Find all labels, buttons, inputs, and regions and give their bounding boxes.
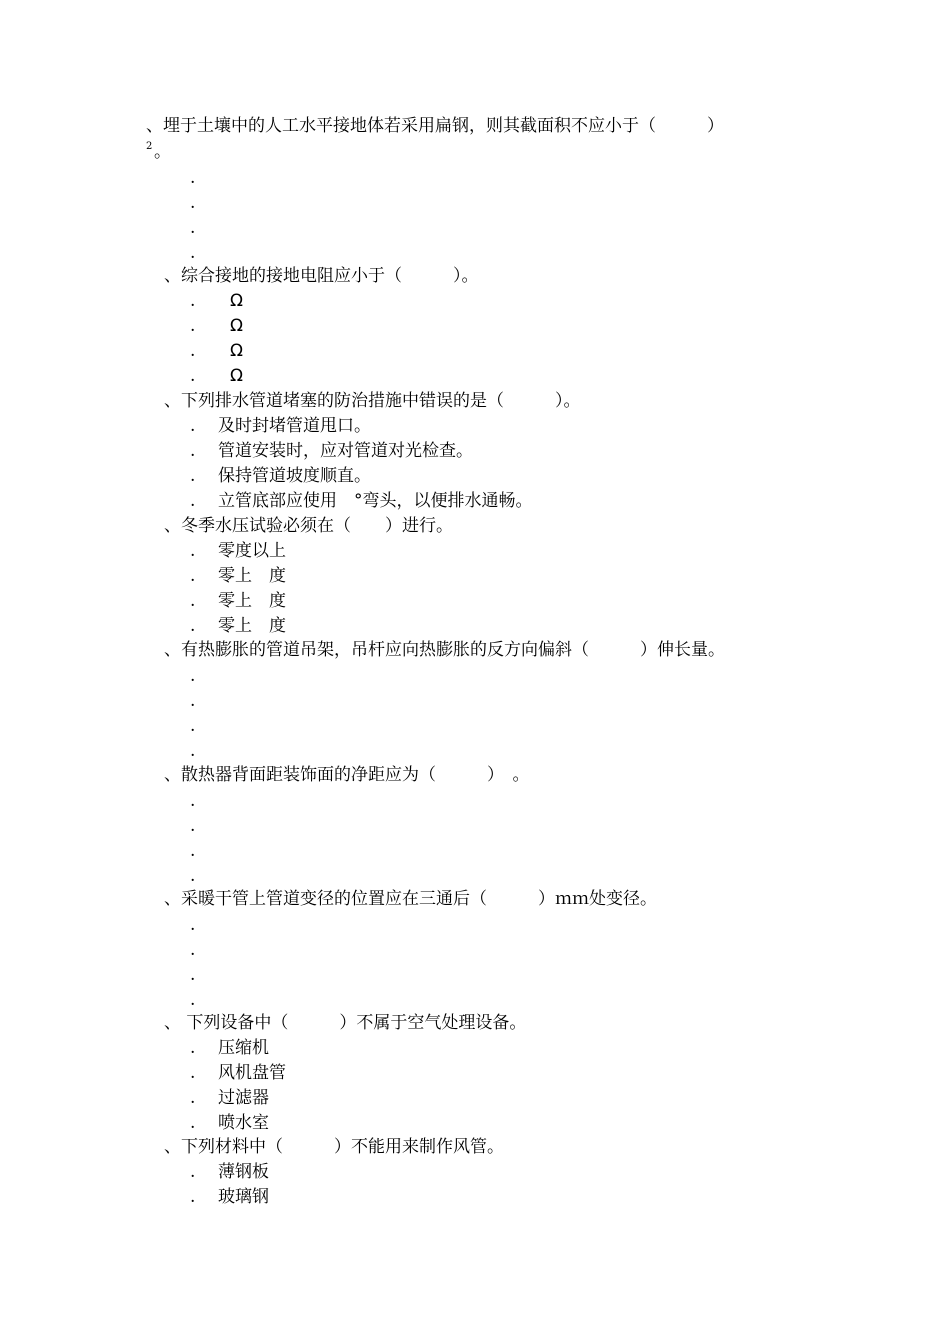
- q5-option-d: .: [190, 741, 196, 761]
- q2-option-b-marker: .: [190, 316, 196, 336]
- question-4: 、冬季水压试验必须在（ ）进行。: [164, 516, 453, 536]
- q5-option-c: .: [190, 716, 196, 736]
- q2-option-c: [190, 339, 243, 364]
- question-1-tail: 。: [154, 142, 171, 162]
- q6-option-c: .: [190, 841, 196, 861]
- q7-option-c: .: [190, 965, 196, 985]
- question-2: 、综合接地的接地电阻应小于（ ）。: [164, 266, 479, 286]
- q4-option-d-text: 零上 度: [218, 616, 286, 636]
- q8-option-c-text: 过滤器: [218, 1088, 269, 1108]
- question-5: 、有热膨胀的管道吊架，吊杆应向热膨胀的反方向偏斜（ ）伸长量。: [164, 640, 725, 660]
- q9-option-a: . 薄钢板: [190, 1162, 269, 1182]
- q5-option-a: .: [190, 666, 196, 686]
- q9-option-a-text: 薄钢板: [218, 1162, 269, 1182]
- q7-option-d: .: [190, 990, 196, 1010]
- q8-option-c: . 过滤器: [190, 1088, 269, 1108]
- q3-option-b-text: 管道安装时，应对管道对光检查。: [218, 441, 473, 461]
- q1-option-b: .: [190, 193, 196, 213]
- q8-option-d-text: 喷水室: [218, 1113, 269, 1133]
- q3-option-d: . 立管底部应使用 °弯头，以便排水通畅。: [190, 491, 533, 511]
- q8-option-a-text: 压缩机: [218, 1038, 269, 1058]
- q4-option-b: . 零上 度: [190, 566, 286, 586]
- q4-option-c: . 零上 度: [190, 591, 286, 611]
- q8-option-b: . 风机盘管: [190, 1063, 286, 1083]
- q4-option-c-text: 零上 度: [218, 591, 286, 611]
- q4-option-a: . 零度以上: [190, 541, 286, 561]
- q1-option-c: .: [190, 218, 196, 238]
- q6-option-b: .: [190, 816, 196, 836]
- q2-option-d-value: Ω: [230, 366, 243, 386]
- q3-option-a: . 及时封堵管道甩口。: [190, 416, 371, 436]
- q2-option-a-marker: .: [190, 291, 196, 311]
- q3-option-b: . 管道安装时，应对管道对光检查。: [190, 441, 473, 461]
- question-3: 、下列排水管道堵塞的防治措施中错误的是（ ）。: [164, 391, 581, 411]
- q2-option-c-marker: .: [190, 341, 196, 361]
- q3-option-a-text: 及时封堵管道甩口。: [218, 416, 371, 436]
- q1-option-d: .: [190, 243, 196, 263]
- q3-option-c-text: 保持管道坡度顺直。: [218, 466, 371, 486]
- q2-option-b-value: Ω: [230, 316, 243, 336]
- question-9: 、下列材料中（ ）不能用来制作风管。: [164, 1137, 504, 1157]
- q2-option-c-value: Ω: [230, 341, 243, 361]
- question-8: 、 下列设备中（ ）不属于空气处理设备。: [164, 1013, 527, 1033]
- q1-option-a: .: [190, 168, 196, 188]
- q8-option-d: . 喷水室: [190, 1113, 269, 1133]
- q7-option-b: .: [190, 940, 196, 960]
- q5-option-b: .: [190, 691, 196, 711]
- q7-option-a: .: [190, 915, 196, 935]
- question-7: 、采暖干管上管道变径的位置应在三通后（ ）ｍｍ处变径。: [164, 889, 657, 909]
- q2-option-b: [190, 314, 243, 339]
- q2-option-a: [190, 289, 243, 314]
- q8-option-a: . 压缩机: [190, 1038, 269, 1058]
- q9-option-b-text: 玻璃钢: [218, 1187, 269, 1207]
- question-6: 、散热器背面距装饰面的净距应为（ ） 。: [164, 765, 530, 785]
- q2-option-d-marker: .: [190, 366, 196, 386]
- q8-option-b-text: 风机盘管: [218, 1063, 286, 1083]
- question-1: 、埋于土壤中的人工水平接地体若采用扁钢，则其截面积不应小于（ ）: [146, 116, 724, 136]
- q3-option-d-text: 立管底部应使用 °弯头，以便排水通畅。: [218, 491, 533, 511]
- q6-option-d: .: [190, 866, 196, 886]
- q4-option-d: . 零上 度: [190, 616, 286, 636]
- q9-option-b: . 玻璃钢: [190, 1187, 269, 1207]
- q2-option-d: [190, 364, 243, 389]
- q4-option-a-text: 零度以上: [218, 541, 286, 561]
- q2-option-a-value: Ω: [230, 291, 243, 311]
- q3-option-c: . 保持管道坡度顺直。: [190, 466, 371, 486]
- q6-option-a: .: [190, 791, 196, 811]
- q4-option-b-text: 零上 度: [218, 566, 286, 586]
- question-1-superscript: 2: [146, 141, 153, 152]
